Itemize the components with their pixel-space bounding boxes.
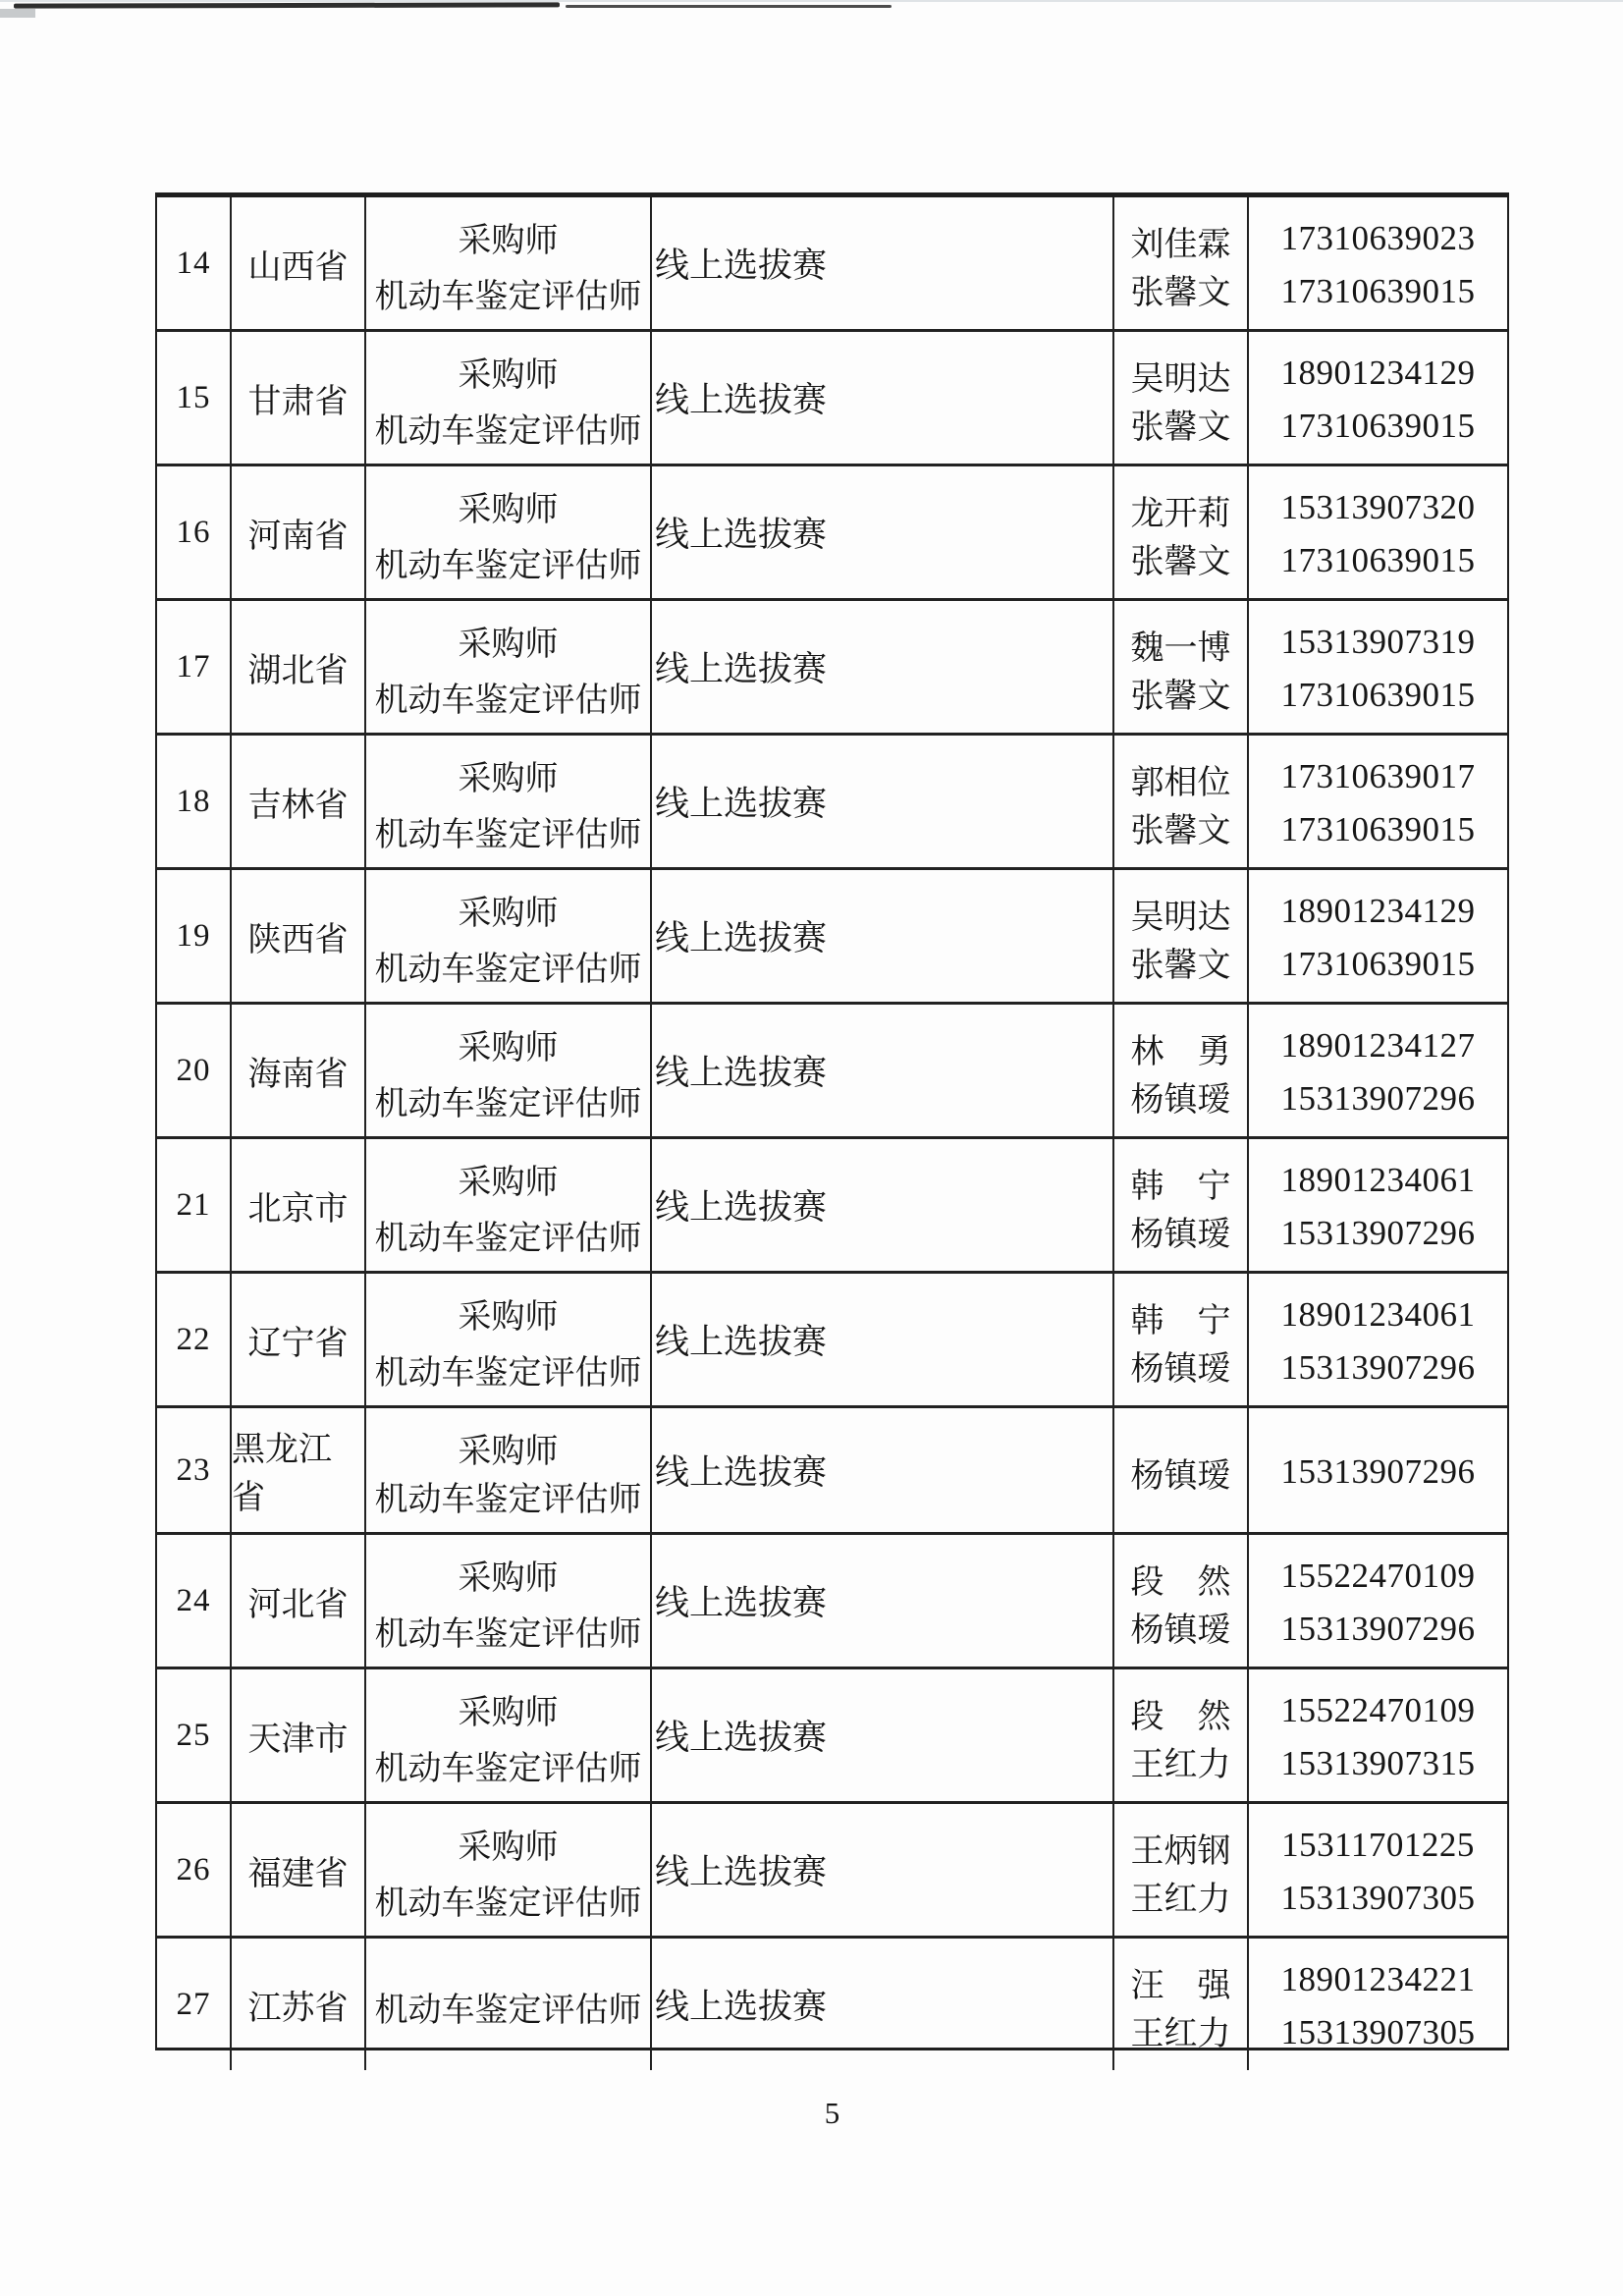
occupation-label: 机动车鉴定评估师: [374, 1482, 642, 1518]
occupation-label: 机动车鉴定评估师: [374, 413, 642, 450]
competition-label: 线上选拔赛: [655, 919, 828, 957]
contact-name: 杨镇瑷: [1130, 1457, 1231, 1495]
row-number-cell: 23: [157, 1408, 232, 1532]
province-cell: 山西省: [232, 197, 366, 329]
contact-phone: 15313907296: [1280, 1452, 1476, 1491]
contact-name: 段 然: [1130, 1564, 1231, 1601]
contact-name-cell: [1114, 601, 1249, 733]
contact-phone: 15313907305: [1280, 1879, 1476, 1917]
table-row: [157, 1405, 1507, 1532]
contact-name: 张馨文: [1130, 813, 1231, 849]
contact-phone: 17310639015: [1280, 945, 1476, 983]
province-cell: 陕西省: [232, 870, 366, 1002]
contact-phone: 15522470109: [1280, 1691, 1476, 1729]
occupation-cell: [366, 1274, 652, 1405]
contact-name-cell: [1114, 736, 1249, 867]
competition-cell: [652, 736, 1114, 867]
contact-name-cell: [1114, 1669, 1249, 1801]
contact-phone: 17310639015: [1280, 810, 1476, 848]
contact-phone: 17310639015: [1280, 272, 1476, 310]
occupation-cell: [366, 197, 652, 329]
table-row: [157, 197, 1507, 329]
occupation-label: 采购师: [458, 1434, 559, 1470]
occupation-cell: [366, 1804, 652, 1936]
competition-label: 线上选拔赛: [655, 1188, 828, 1227]
contact-phone-cell: [1249, 1939, 1507, 2070]
contact-phone: 15313907296: [1280, 1610, 1476, 1648]
contact-name: 韩 宁: [1130, 1303, 1231, 1339]
contact-name: 刘佳霖: [1130, 227, 1231, 263]
occupation-label: 机动车鉴定评估师: [374, 1086, 642, 1122]
occupation-label: 机动车鉴定评估师: [374, 1886, 642, 1922]
row-number-cell: 26: [157, 1804, 232, 1936]
scan-artifact-streak: [566, 5, 892, 8]
contact-name: 王红力: [1130, 1747, 1231, 1783]
contact-name: 张馨文: [1130, 544, 1231, 580]
row-number-cell: 25: [157, 1669, 232, 1801]
contact-name: 张馨文: [1130, 948, 1231, 984]
contact-name-cell: [1114, 332, 1249, 464]
contact-name-cell: [1114, 1408, 1249, 1532]
competition-label: 线上选拔赛: [655, 1054, 828, 1092]
contact-name: 王红力: [1130, 1882, 1231, 1918]
occupation-label: 机动车鉴定评估师: [374, 1992, 642, 2029]
occupation-cell: [366, 466, 652, 598]
occupation-label: 采购师: [458, 627, 559, 663]
contact-phone: 15313907320: [1280, 488, 1476, 526]
contact-phone-cell: [1249, 1669, 1507, 1801]
occupation-cell: [366, 332, 652, 464]
contact-phone: 15313907305: [1280, 2013, 1476, 2051]
table-row: [157, 1667, 1507, 1801]
row-number-cell: 24: [157, 1535, 232, 1667]
occupation-label: 采购师: [458, 223, 559, 259]
contact-name-cell: [1114, 466, 1249, 598]
contact-phone-cell: [1249, 1139, 1507, 1271]
contact-name-cell: [1114, 1535, 1249, 1667]
table-row: [157, 1936, 1507, 2070]
table-row: [157, 1271, 1507, 1405]
contact-phone-cell: [1249, 1804, 1507, 1936]
competition-cell: [652, 1408, 1114, 1532]
competition-label: 线上选拔赛: [655, 1853, 828, 1891]
table-row: [157, 329, 1507, 464]
competition-label: 线上选拔赛: [655, 650, 828, 688]
scan-artifact-streak: [14, 2, 560, 8]
contact-name: 杨镇瑷: [1130, 1613, 1231, 1649]
row-number-cell: 14: [157, 197, 232, 329]
table-row: [157, 464, 1507, 598]
contact-phone: 15313907296: [1280, 1214, 1476, 1252]
occupation-cell: [366, 1669, 652, 1801]
table-row: [157, 733, 1507, 867]
competition-label: 线上选拔赛: [655, 246, 828, 285]
province-cell: 福建省: [232, 1804, 366, 1936]
contact-name: 吴明达: [1130, 900, 1231, 936]
contact-name: 杨镇瑷: [1130, 1351, 1231, 1388]
contact-name-cell: [1114, 1005, 1249, 1136]
competition-cell: [652, 1139, 1114, 1271]
occupation-label: 采购师: [458, 1830, 559, 1866]
row-number-cell: 20: [157, 1005, 232, 1136]
contact-name-cell: [1114, 197, 1249, 329]
province-cell: 北京市: [232, 1139, 366, 1271]
occupation-cell: [366, 1939, 652, 2070]
competition-label: 线上选拔赛: [655, 1584, 828, 1622]
province-cell: 湖北省: [232, 601, 366, 733]
occupation-cell: [366, 1005, 652, 1136]
competition-label: 线上选拔赛: [655, 516, 828, 554]
contact-name: 韩 宁: [1130, 1169, 1231, 1205]
row-number-cell: 19: [157, 870, 232, 1002]
province-cell: 辽宁省: [232, 1274, 366, 1405]
table-row: [157, 867, 1507, 1002]
contact-name: 张馨文: [1130, 679, 1231, 715]
competition-cell: [652, 1274, 1114, 1405]
occupation-label: 采购师: [458, 1695, 559, 1731]
contact-phone-cell: [1249, 1274, 1507, 1405]
contact-name: 张馨文: [1130, 410, 1231, 446]
province-cell: 甘肃省: [232, 332, 366, 464]
occupation-cell: [366, 870, 652, 1002]
occupation-label: 机动车鉴定评估师: [374, 683, 642, 719]
scan-artifact-tick: [0, 9, 35, 18]
contact-phone: 15313907319: [1280, 623, 1476, 661]
row-number-cell: 27: [157, 1939, 232, 2070]
row-number-cell: 17: [157, 601, 232, 733]
contact-name-cell: [1114, 1804, 1249, 1936]
contact-phone: 18901234127: [1280, 1026, 1476, 1065]
contact-phone: 15313907296: [1280, 1079, 1476, 1118]
occupation-label: 机动车鉴定评估师: [374, 817, 642, 853]
contact-name: 龙开莉: [1130, 496, 1231, 532]
competition-cell: [652, 466, 1114, 598]
province-cell: 江苏省: [232, 1939, 366, 2070]
contact-name-cell: [1114, 1139, 1249, 1271]
contact-name: 张馨文: [1130, 275, 1231, 311]
contact-name: 王红力: [1130, 2016, 1231, 2052]
contact-name: 吴明达: [1130, 361, 1231, 398]
contact-phone: 18901234061: [1280, 1295, 1476, 1334]
contact-phone-cell: [1249, 1408, 1507, 1532]
scan-edge-line: [0, 0, 1623, 2]
contact-phone-cell: [1249, 332, 1507, 464]
province-cell: 海南省: [232, 1005, 366, 1136]
contact-phone-cell: [1249, 870, 1507, 1002]
contact-phone-cell: [1249, 601, 1507, 733]
contact-name: 汪 强: [1130, 1968, 1231, 2004]
occupation-cell: [366, 1408, 652, 1532]
competition-cell: [652, 870, 1114, 1002]
contact-name: 林 勇: [1130, 1034, 1231, 1070]
competition-cell: [652, 1005, 1114, 1136]
province-cell: 黑龙江省: [232, 1408, 366, 1532]
occupation-label: 机动车鉴定评估师: [374, 279, 642, 315]
province-cell: 吉林省: [232, 736, 366, 867]
competition-label: 线上选拔赛: [655, 1719, 828, 1757]
row-number-cell: 18: [157, 736, 232, 867]
competition-cell: [652, 1669, 1114, 1801]
contact-phone: 17310639023: [1280, 219, 1476, 257]
table-row: [157, 598, 1507, 733]
province-cell: 河北省: [232, 1535, 366, 1667]
province-cell: 河南省: [232, 466, 366, 598]
row-number-cell: 22: [157, 1274, 232, 1405]
contact-phone-cell: [1249, 736, 1507, 867]
contact-phone-cell: [1249, 197, 1507, 329]
contact-phone: 15313907315: [1280, 1744, 1476, 1782]
row-number-cell: 16: [157, 466, 232, 598]
contact-name: 杨镇瑷: [1130, 1082, 1231, 1119]
contact-phone: 17310639015: [1280, 676, 1476, 714]
contact-phone: 18901234061: [1280, 1161, 1476, 1199]
contact-phone: 17310639017: [1280, 757, 1476, 795]
contact-name: 杨镇瑷: [1130, 1217, 1231, 1253]
contact-phone: 18901234129: [1280, 892, 1476, 930]
occupation-label: 采购师: [458, 1165, 559, 1201]
occupation-label: 采购师: [458, 357, 559, 394]
occupation-label: 采购师: [458, 1560, 559, 1597]
competition-label: 线上选拔赛: [655, 1988, 828, 2026]
table-row: [157, 1532, 1507, 1667]
contact-phone: 18901234129: [1280, 354, 1476, 392]
occupation-cell: [366, 1139, 652, 1271]
occupation-label: 采购师: [458, 1299, 559, 1336]
competition-cell: [652, 197, 1114, 329]
competition-cell: [652, 1939, 1114, 2070]
occupation-cell: [366, 1535, 652, 1667]
contact-name: 王炳钢: [1130, 1833, 1231, 1870]
province-cell: 天津市: [232, 1669, 366, 1801]
contact-name: 魏一博: [1130, 630, 1231, 667]
contact-phone-cell: [1249, 1005, 1507, 1136]
contact-phone: 15311701225: [1281, 1826, 1475, 1864]
competition-label: 线上选拔赛: [655, 1453, 828, 1492]
contacts-table: [155, 192, 1509, 2050]
occupation-label: 机动车鉴定评估师: [374, 1221, 642, 1257]
table-row: [157, 1136, 1507, 1271]
contact-phone: 18901234221: [1280, 1960, 1476, 1998]
contact-name-cell: [1114, 870, 1249, 1002]
page-number: 5: [824, 2096, 840, 2130]
contact-name-cell: [1114, 1939, 1249, 2070]
occupation-label: 采购师: [458, 1030, 559, 1066]
competition-cell: [652, 1804, 1114, 1936]
contact-phone: 15522470109: [1280, 1557, 1476, 1595]
contact-phone: 17310639015: [1280, 407, 1476, 445]
competition-label: 线上选拔赛: [655, 1323, 828, 1361]
competition-cell: [652, 332, 1114, 464]
contact-name: 段 然: [1130, 1699, 1231, 1735]
contact-name-cell: [1114, 1274, 1249, 1405]
occupation-label: 采购师: [458, 492, 559, 528]
competition-label: 线上选拔赛: [655, 381, 828, 419]
contact-phone: 17310639015: [1280, 541, 1476, 579]
occupation-label: 机动车鉴定评估师: [374, 548, 642, 584]
contact-phone: 15313907296: [1280, 1348, 1476, 1387]
contact-phone-cell: [1249, 466, 1507, 598]
row-number-cell: 21: [157, 1139, 232, 1271]
occupation-label: 机动车鉴定评估师: [374, 1616, 642, 1653]
row-number-cell: 15: [157, 332, 232, 464]
competition-label: 线上选拔赛: [655, 785, 828, 823]
occupation-label: 采购师: [458, 761, 559, 797]
occupation-cell: [366, 736, 652, 867]
occupation-label: 机动车鉴定评估师: [374, 1751, 642, 1787]
competition-cell: [652, 1535, 1114, 1667]
table-row: [157, 1002, 1507, 1136]
occupation-cell: [366, 601, 652, 733]
occupation-label: 采购师: [458, 896, 559, 932]
competition-cell: [652, 601, 1114, 733]
occupation-label: 机动车鉴定评估师: [374, 952, 642, 988]
occupation-label: 机动车鉴定评估师: [374, 1355, 642, 1392]
contact-phone-cell: [1249, 1535, 1507, 1667]
table-row: [157, 1801, 1507, 1936]
contact-name: 郭相位: [1130, 765, 1231, 801]
